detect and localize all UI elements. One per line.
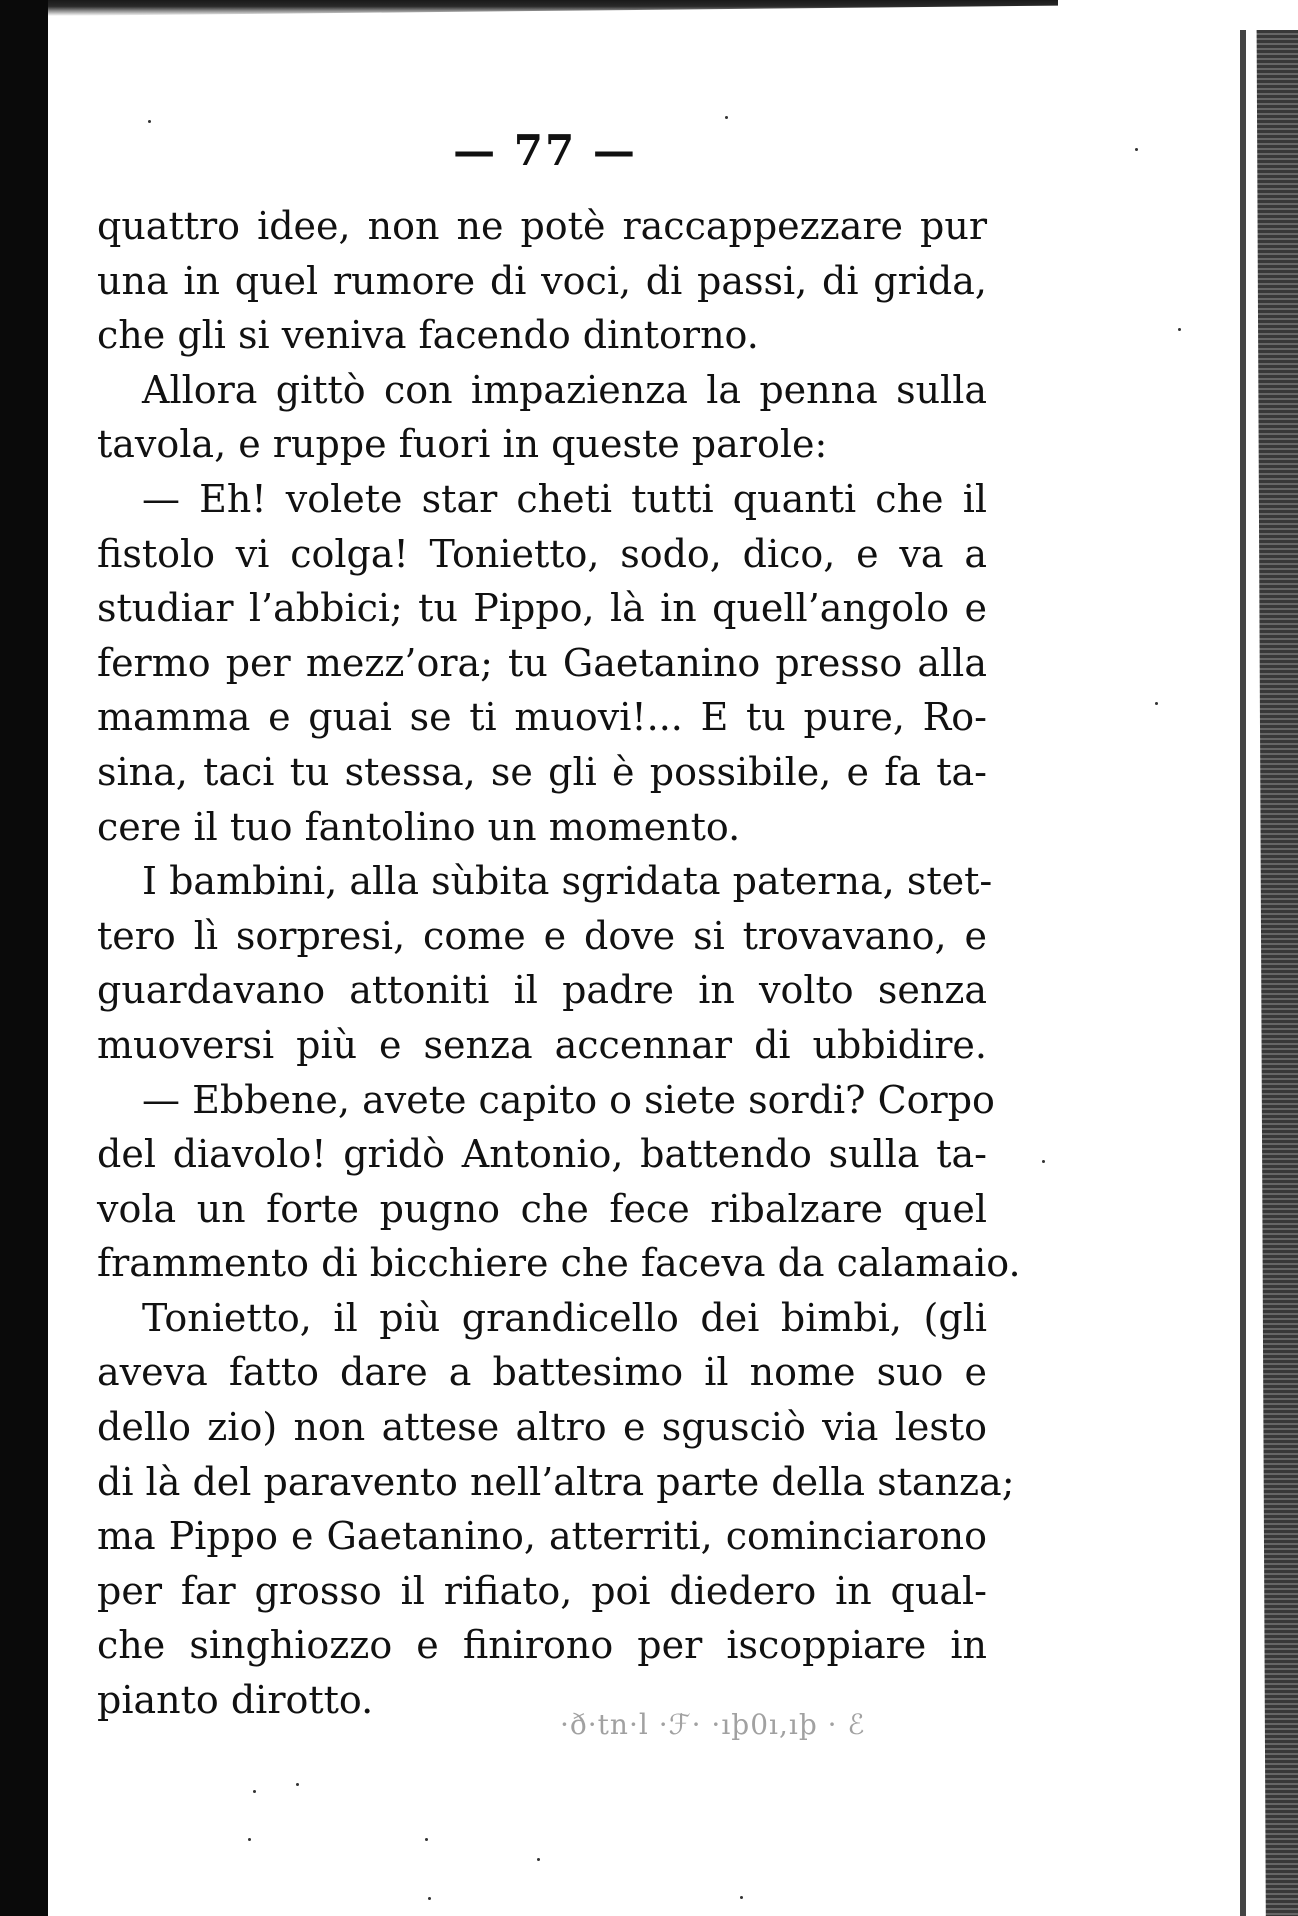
text-line: muoversi più e senza accennar di ubbidire. bbox=[97, 1022, 987, 1067]
paper-speck bbox=[1178, 328, 1181, 331]
paper-speck bbox=[296, 1783, 299, 1786]
paper-speck bbox=[1135, 148, 1138, 151]
page-number: — 77 — bbox=[453, 126, 637, 175]
text-line: per far grosso il rifiato, poi diedero in qual- bbox=[97, 1568, 987, 1613]
page-right-edge-line bbox=[1240, 30, 1246, 1916]
text-line: vola un forte pugno che fece ribalzare quel bbox=[97, 1186, 987, 1231]
text-line: Tonietto, il più grandicello dei bimbi, (gli bbox=[142, 1295, 987, 1340]
text-line: tavola, e ruppe fuori in queste parole: bbox=[97, 422, 828, 467]
text-line: studiar l’abbici; tu Pippo, là in quell’angolo e bbox=[97, 586, 987, 631]
text-line: guardavano attoniti il padre in volto senza bbox=[97, 968, 987, 1013]
text-line: mamma e guai se ti muovi!... E tu pure, Ro- bbox=[97, 695, 987, 740]
text-line: — Eh! volete star cheti tutti quanti che il bbox=[142, 476, 987, 521]
text-line: aveva fatto dare a battesimo il nome suo e bbox=[97, 1350, 987, 1395]
text-line: fermo per mezz’ora; tu Gaetanino presso alla bbox=[97, 640, 987, 685]
bleed-through-text: ·ð·tn·l ·ℱ· ·ıþ0ı,ıþ · ℰ bbox=[560, 1708, 866, 1741]
paper-speck bbox=[725, 116, 728, 119]
paper-speck bbox=[248, 1838, 251, 1841]
paper-speck bbox=[1155, 702, 1158, 705]
text-line: fistolo vi colga! Tonietto, sodo, dico, e va a bbox=[97, 531, 987, 576]
text-line: pianto dirotto. bbox=[97, 1678, 374, 1723]
text-line: tero lì sorpresi, come e dove si trovavano, e bbox=[97, 913, 987, 958]
paper-speck bbox=[428, 1897, 431, 1900]
text-line: dello zio) non attese altro e sgusciò via lesto bbox=[97, 1405, 987, 1450]
paper-speck bbox=[740, 1896, 743, 1899]
paper-speck bbox=[537, 1858, 540, 1861]
text-line: Allora gittò con impazienza la penna sulla bbox=[142, 367, 987, 412]
paper-speck bbox=[1042, 1160, 1045, 1163]
page-right-edge-shadow bbox=[1252, 30, 1298, 1916]
paper-speck bbox=[253, 1790, 256, 1793]
text-line: cere il tuo fantolino un momento. bbox=[97, 804, 741, 849]
paper-speck bbox=[425, 1838, 428, 1841]
text-line: sina, taci tu stessa, se gli è possibile, e fa ta- bbox=[97, 749, 987, 794]
text-line: — Ebbene, avete capito o siete sordi? Corpo bbox=[142, 1077, 995, 1122]
text-line: quattro idee, non ne potè raccappezzare pur bbox=[97, 204, 987, 248]
text-line: che gli si veniva facendo dintorno. bbox=[97, 313, 759, 358]
text-line: ma Pippo e Gaetanino, atterriti, cominciarono bbox=[97, 1514, 987, 1559]
page-binding-shadow bbox=[0, 0, 48, 1916]
text-line: una in quel rumore di voci, di passi, di grida, bbox=[97, 258, 987, 303]
text-line: che singhiozzo e finirono per iscoppiare in bbox=[97, 1623, 987, 1668]
text-line: di là del paravento nell’altra parte della stanza; bbox=[97, 1459, 1015, 1504]
body-text bbox=[97, 199, 1021, 1728]
text-line: frammento di bicchiere che faceva da calamaio. bbox=[97, 1241, 1021, 1286]
text-line: I bambini, alla sùbita sgridata paterna, stet- bbox=[142, 859, 993, 904]
paper-speck bbox=[148, 120, 151, 123]
page-top-edge-shadow bbox=[48, 0, 1058, 16]
text-line: del diavolo! gridò Antonio, battendo sulla ta- bbox=[97, 1132, 987, 1177]
